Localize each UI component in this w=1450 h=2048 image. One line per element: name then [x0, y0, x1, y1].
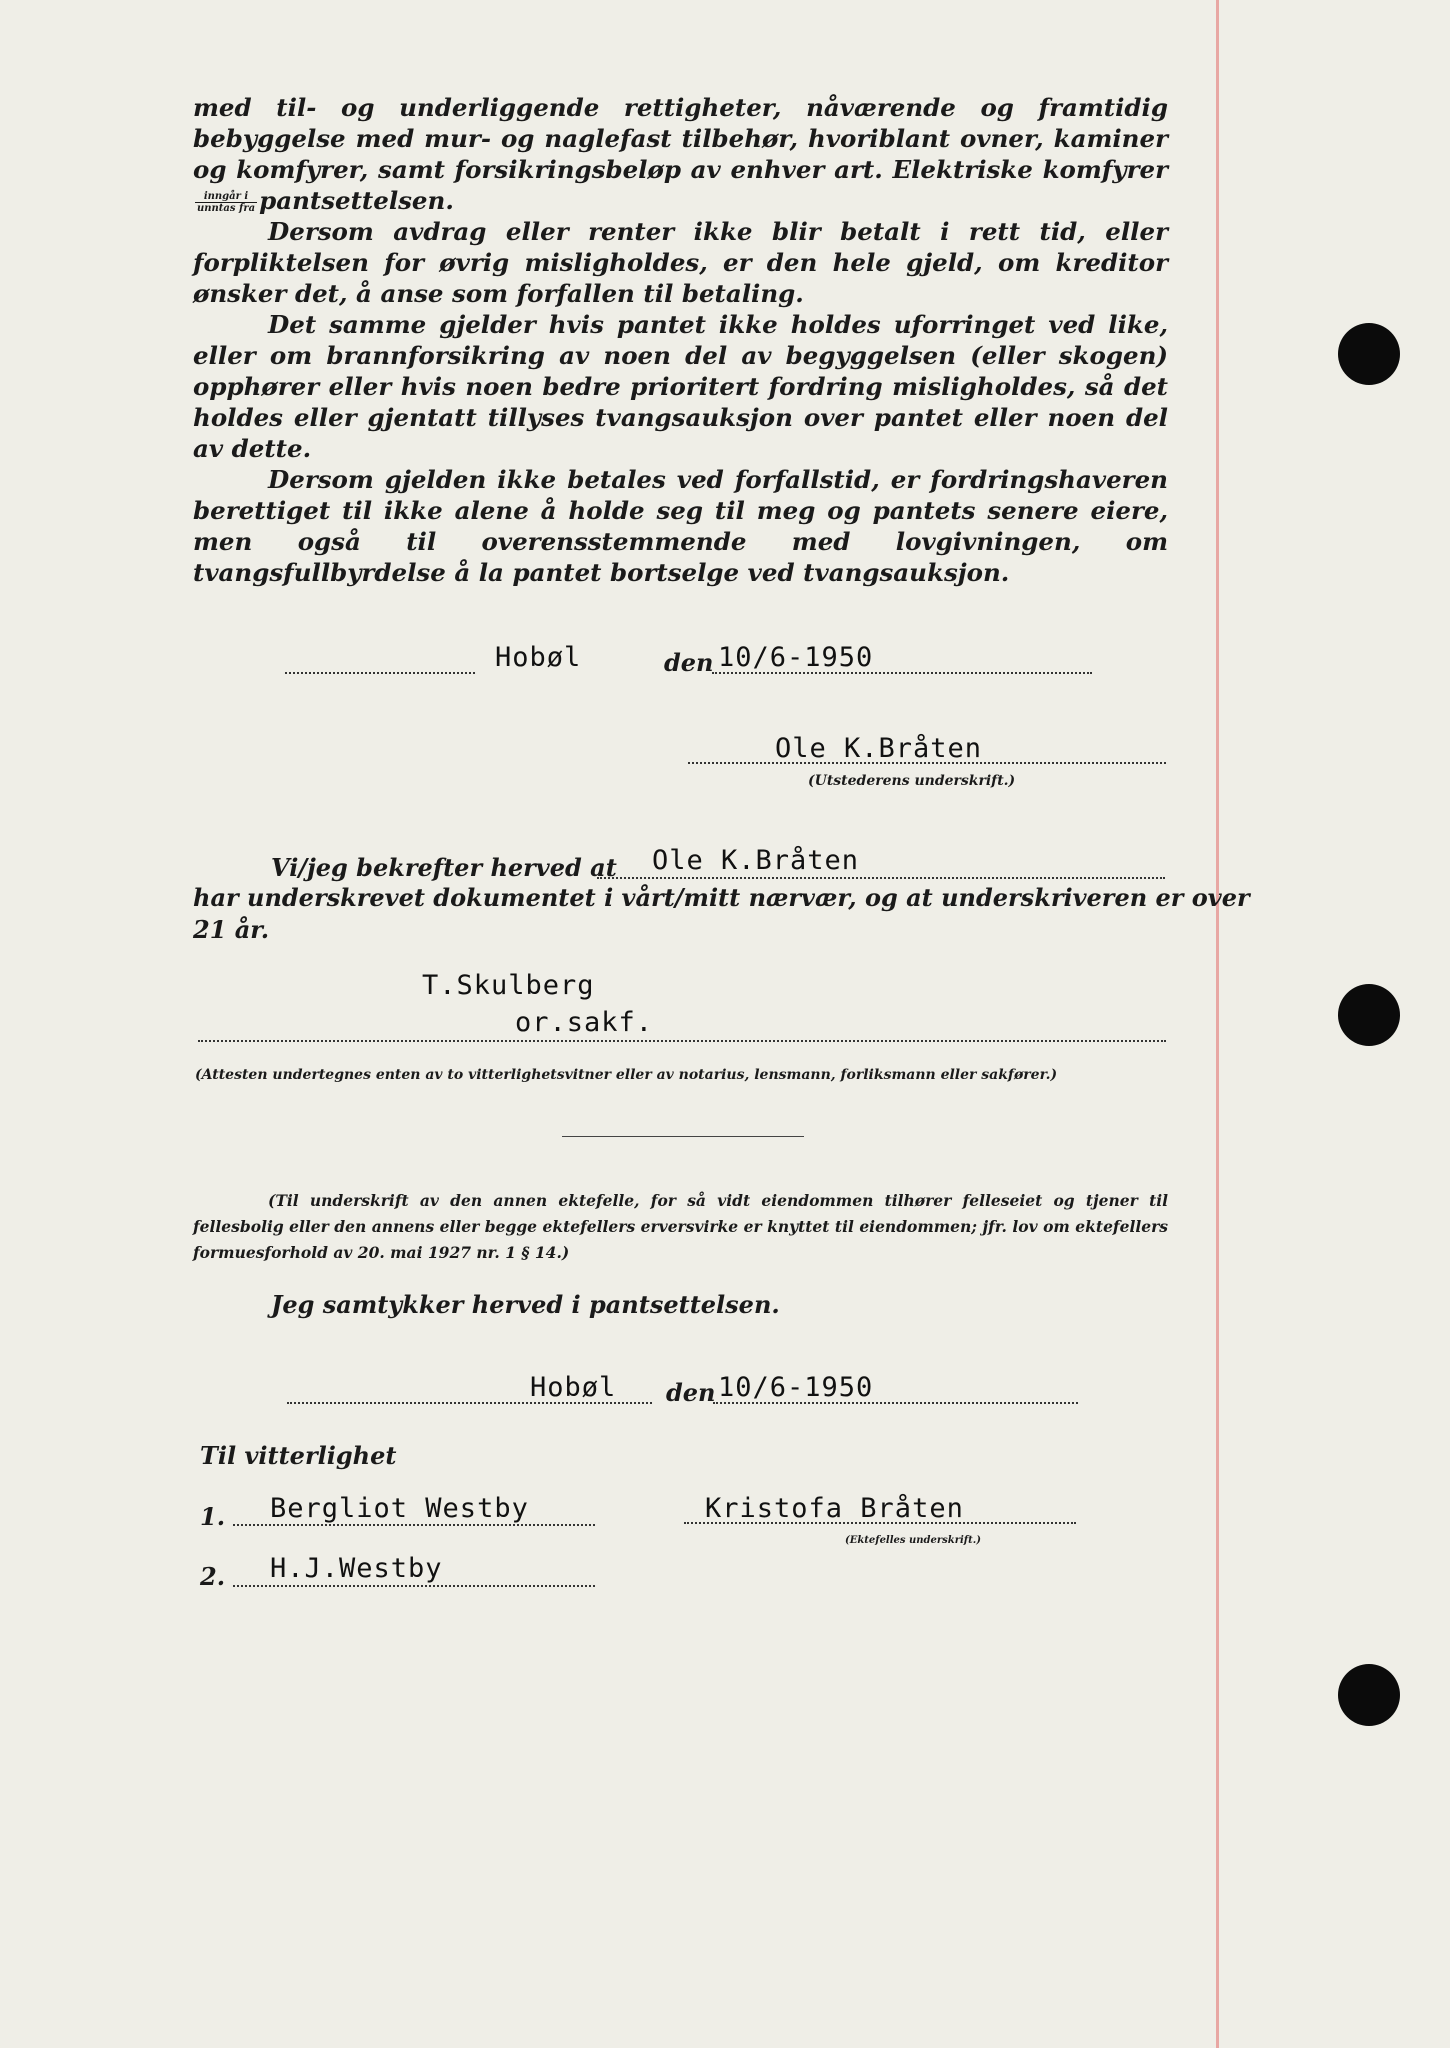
punch-hole-bottom — [1338, 1664, 1400, 1726]
paragraph-4: Dersom gjelden ikke betales ved forfallstid, er fordringshaveren berettiget til ikke alene å holde seg til meg og pantets senere eiere, men også til overensstemmende med lovgivningen, om tvangsfullbyrdelse å la pantet bortselge ved tvangsauksjon. — [193, 465, 1168, 587]
mortgage-terms — [193, 92, 1168, 588]
witness-heading: Til vitterlighet — [200, 1441, 397, 1470]
spouse-signature: Kristofa Bråten — [705, 1493, 964, 1524]
consent-text: Jeg samtykker herved i pantsettelsen. — [271, 1290, 780, 1319]
spouse-note: (Til underskrift av den annen ektefelle, for så vidt eiendommen tilhører felleseiet og tjener til fellesbolig eller den annens eller begge ektefellers erversvirke er knyttet til eiendommen; jfr. lov om ektefellers formuesforhold av 20. mai 1927 nr. 1 § 14.) — [193, 1191, 1168, 1262]
attest-caption: (Attesten undertegnes enten av to vitterlighetsvitner eller av notarius, lensmann, forliksmann eller sakfører.) — [195, 1067, 1058, 1083]
place-2: Hobøl — [530, 1372, 617, 1403]
paragraph-3: Det samme gjelder hvis pantet ikke holdes uforringet ved like, eller om brannforsikring av noen del av begyggelsen (eller skogen) opphører eller hvis noen bedre prioritert fordring misligholdes, så det holdes eller gjentatt tillyses tvangsauksjon over pantet eller noen del av dette. — [193, 310, 1168, 463]
place-1: Hobøl — [495, 642, 582, 673]
witness-2-line — [233, 1585, 595, 1587]
punch-hole-middle — [1338, 984, 1400, 1046]
spouse-signature-line — [684, 1522, 1076, 1524]
witness-1-name: Bergliot Westby — [270, 1493, 529, 1524]
witness-1-number: 1. — [200, 1502, 226, 1531]
attest-name-line — [597, 877, 1165, 879]
attest-line-3: 21 år. — [193, 915, 270, 944]
issuer-signature: Ole K.Bråten — [775, 733, 983, 764]
witness-signer-title: or.sakf. — [515, 1007, 654, 1038]
witness-2-number: 2. — [200, 1562, 226, 1591]
date-1: 10/6-1950 — [718, 642, 874, 673]
den-label-1: den — [664, 648, 714, 677]
issuer-caption: (Utstederens underskrift.) — [808, 773, 1016, 789]
den-label-2: den — [666, 1378, 716, 1407]
attest-lead: Vi/jeg bekrefter herved at — [271, 853, 617, 882]
witness-1-line — [233, 1524, 595, 1526]
attest-signature-line — [198, 1040, 1166, 1042]
inclusion-fraction: $\frac{\text{inngår i}}{\text{unntas fra}}$ — [197, 191, 256, 214]
date-2: 10/6-1950 — [718, 1372, 874, 1403]
paragraph-2: Dersom avdrag eller renter ikke blir betalt i rett tid, eller forpliktelsen for øvrig misligholdes, er den hele gjeld, om kreditor ønsker det, å anse som forfallen til betaling. — [193, 217, 1168, 308]
paragraph-1: med til- og underliggende rettigheter, nåværende og framtidig bebyggelse med mur- og naglefast tilbehør, hvoriblant ovner, kaminer og komfyrer, samt forsikringsbeløp av enhver art. Elektriske komfyrer $\frac{\text{inngår i}}{\text{unntas fra}}$ pantsettelsen. — [193, 93, 1168, 215]
punch-hole-top — [1338, 323, 1400, 385]
section-divider — [562, 1136, 804, 1137]
spouse-caption: (Ektefelles underskrift.) — [845, 1535, 981, 1546]
margin-rule — [1216, 0, 1219, 2048]
witness-2-name: H.J.Westby — [270, 1553, 443, 1584]
paragraph-1-text: med til- og underliggende rettigheter, nåværende og framtidig bebyggelse med mur- og naglefast tilbehør, hvoriblant ovner, kaminer og komfyrer, samt forsikringsbeløp av enhver art. Elektriske komfyrer — [193, 93, 1168, 184]
attest-line-2: har underskrevet dokumentet i vårt/mitt nærvær, og at underskriveren er over — [193, 883, 1250, 912]
place-line-1 — [285, 672, 475, 674]
attest-name: Ole K.Bråten — [652, 845, 860, 876]
issuer-signature-line — [688, 762, 1166, 764]
witness-signer-name: T.Skulberg — [422, 970, 595, 1001]
